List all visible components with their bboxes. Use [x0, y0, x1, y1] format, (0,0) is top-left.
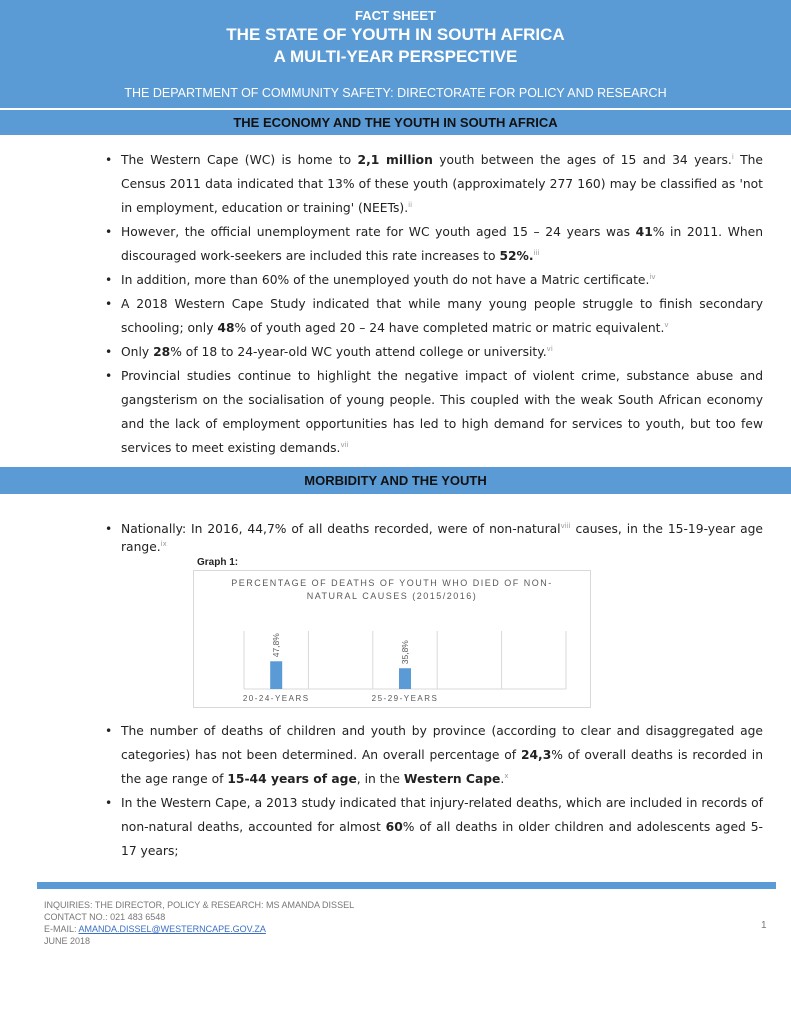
text: The number of deaths of children and youth by province (according to clear and disaggregated age categories) has not been determined. An overall percentage of [121, 724, 763, 762]
emphasis: 15-44 years of age [227, 772, 357, 786]
text: However, the official unemployment rate for WC youth aged 15 – 24 years was [121, 225, 636, 239]
economy-bullets [105, 148, 763, 460]
emphasis: 48 [217, 321, 235, 335]
data-label: 35,8% [400, 640, 410, 665]
text: The Western Cape (WC) is home to [121, 153, 358, 167]
email-link[interactable]: AMANDA.DISSEL@WESTERNCAPE.GOV.ZA [78, 924, 266, 934]
department: THE DEPARTMENT OF COMMUNITY SAFETY: DIRECTORATE FOR POLICY AND RESEARCH [124, 86, 667, 100]
list-item [105, 292, 763, 340]
text: % in 2011. When discouraged work-seekers are included this rate increases to [121, 225, 764, 263]
chart-title-line-2: NATURAL CAUSES (2015/2016) [306, 591, 478, 601]
footnote-ref[interactable]: ii [408, 200, 413, 209]
footer-email-label: E-MAIL: [44, 924, 79, 934]
footer-contact: CONTACT NO.: 021 483 6548 [44, 912, 166, 922]
emphasis: 60 [385, 820, 403, 834]
emphasis: Western Cape [403, 772, 501, 786]
text: % of youth aged 20 – 24 have completed matric or matric equivalent. [234, 321, 665, 335]
text: In the Western Cape, a 2013 study indicated that injury-related deaths, which are included in records of non-natural deaths, accounted for almost [121, 796, 763, 834]
footnote-ref[interactable]: vi [546, 344, 553, 353]
text: % of 18 to 24-year-old WC youth attend college or university. [170, 345, 547, 359]
graph-label: Graph 1: [197, 557, 239, 568]
emphasis: 2,1 million [357, 153, 433, 167]
text: A 2018 Western Cape Study indicated that while many young people struggle to finish secondary schooling; only [121, 297, 763, 335]
footer [44, 899, 354, 947]
text: youth between the ages of 15 and 34 years. [432, 153, 732, 167]
data-label: 47,8% [271, 633, 282, 658]
footer-rule [37, 882, 776, 889]
x-tick-label: 25-29-YEARS [371, 694, 439, 703]
morbidity-bullet-1-list [105, 520, 763, 556]
footnote-ref[interactable]: iv [649, 272, 656, 281]
chart-svg [194, 571, 590, 707]
text: Provincial studies continue to highlight the negative impact of violent crime, substance abuse and gangsterism on the socialisation of young people. This coupled with the weak South African economy and the lack of employment opportunities has led to high demand for services to youth, but too few services to meet existing demands. [121, 369, 763, 455]
list-item [105, 791, 763, 863]
list-item [105, 719, 763, 791]
document-header [0, 0, 791, 108]
page-number: 1 [761, 920, 767, 931]
footnote-ref[interactable]: ix [160, 539, 167, 548]
list-item [105, 364, 763, 460]
title-line-1: THE STATE OF YOUTH IN SOUTH AFRICA [226, 25, 565, 44]
list-item [105, 340, 763, 364]
text: % of all deaths in older children and adolescents aged 5-17 years; [121, 820, 763, 858]
footer-date: JUNE 2018 [44, 936, 91, 946]
chart [193, 570, 591, 708]
footnote-ref[interactable]: i [731, 152, 734, 161]
list-item [105, 148, 763, 220]
text: . [500, 772, 505, 786]
emphasis: 41 [635, 225, 653, 239]
footnote-ref[interactable]: vii [340, 440, 349, 449]
list-item [105, 268, 763, 292]
list-item [105, 220, 763, 268]
emphasis: 24,3 [520, 748, 552, 762]
text: , in the [356, 772, 404, 786]
section-heading-morbidity: MORBIDITY AND THE YOUTH [0, 467, 791, 494]
footnote-ref[interactable]: viii [560, 521, 571, 530]
section-heading-economy: THE ECONOMY AND THE YOUTH IN SOUTH AFRICA [0, 110, 791, 135]
chart-title-line-1: PERCENTAGE OF DEATHS OF YOUTH WHO DIED OF NON- [231, 578, 553, 588]
text: Only [121, 345, 154, 359]
bar [270, 661, 282, 689]
text: In addition, more than 60% of the unemployed youth do not have a Matric certificate. [121, 273, 650, 287]
text: causes, in the 15-19-year age range. [121, 522, 764, 554]
footnote-ref[interactable]: iii [533, 248, 540, 257]
text: % of overall deaths is recorded in the age range of [121, 748, 763, 786]
morbidity-bullets [105, 719, 763, 863]
title-line-2: A MULTI-YEAR PERSPECTIVE [273, 47, 518, 66]
bar [399, 668, 411, 689]
list-item [105, 520, 763, 556]
emphasis: 52%. [499, 249, 534, 263]
emphasis: 28 [153, 345, 171, 359]
footer-inquiries: INQUIRIES: THE DIRECTOR, POLICY & RESEARCH: MS AMANDA DISSEL [44, 900, 355, 910]
kicker: FACT SHEET [355, 8, 436, 23]
text: The Census 2011 data indicated that 13% of these youth (approximately 277 160) may be classified as 'not in employment, education or training' (NEETs). [121, 153, 763, 215]
x-tick-label: 20-24-YEARS [242, 694, 310, 703]
footnote-ref[interactable]: v [664, 320, 669, 329]
text: Nationally: In 2016, 44,7% of all deaths recorded, were of non-natural [121, 522, 561, 536]
footnote-ref[interactable]: x [504, 771, 509, 780]
